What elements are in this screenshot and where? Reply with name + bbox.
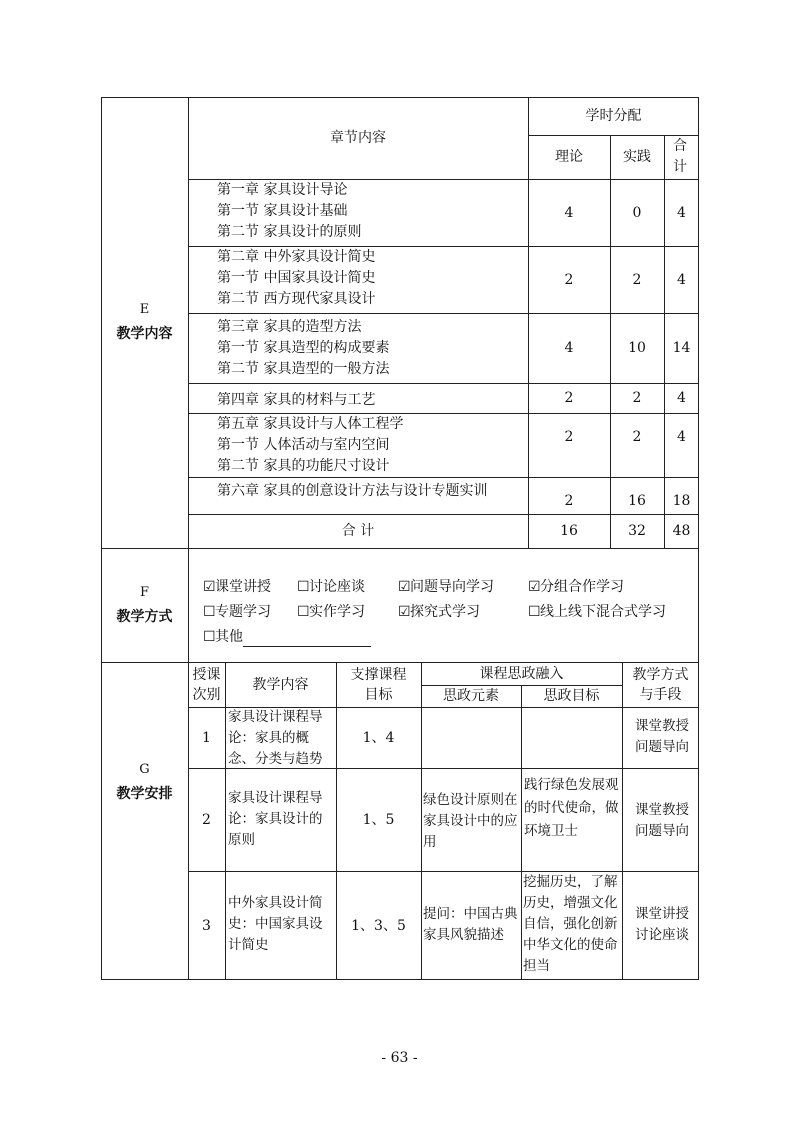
theory-hours: 2 xyxy=(564,492,574,509)
g-header-session xyxy=(188,662,225,707)
session-number: 3 xyxy=(202,917,211,934)
e-sum-total: 48 xyxy=(672,523,691,539)
method-label: 分组合作学习 xyxy=(540,579,624,595)
practice-hours: 10 xyxy=(628,340,646,356)
session-method: 课堂教授问题导向 xyxy=(635,718,689,755)
chapter-line: 第一节 家具造型的构成要素 xyxy=(217,340,390,356)
g-header-session-line: 次别 xyxy=(192,686,221,703)
checkbox-icon: ☐ xyxy=(297,604,310,620)
theory-hours: 2 xyxy=(564,390,574,406)
g-header-objective-line: 目标 xyxy=(364,686,393,703)
total-hours: 4 xyxy=(677,271,686,288)
chapter-line: 第五章 家具设计与人体工程学 xyxy=(217,416,404,432)
chapter-line: 第一节 人体活动与室内空间 xyxy=(217,437,390,453)
session-method: 课堂教授问题导向 xyxy=(635,802,689,839)
method-label: 专题学习 xyxy=(215,604,271,620)
g-header-method xyxy=(622,662,699,707)
section-f-letter: F xyxy=(139,585,150,600)
g-header-content: 教学内容 xyxy=(252,676,309,693)
section-f-name: 教学方式 xyxy=(116,609,173,625)
session-number: 1 xyxy=(202,729,211,746)
e-header-chapter: 章节内容 xyxy=(330,130,386,146)
chapter-line: 第二节 家具的功能尺寸设计 xyxy=(217,458,390,474)
practice-hours: 2 xyxy=(632,429,642,445)
section-g-label xyxy=(101,758,188,806)
e-row-line-5 xyxy=(188,477,699,478)
e-header-total: 合计 xyxy=(673,138,687,175)
practice-hours: 0 xyxy=(632,204,642,221)
g-header-method-line: 教学方式 xyxy=(632,666,689,683)
g-col-line-4 xyxy=(521,685,522,980)
session-method: 课堂讲授讨论座谈 xyxy=(635,906,689,943)
practice-hours: 2 xyxy=(632,271,642,288)
theory-hours: 4 xyxy=(564,204,574,221)
chapter-line: 第一节 中国家具设计简史 xyxy=(217,270,376,286)
section-e-letter: E xyxy=(139,302,150,317)
session-content: 家具设计课程导论：家具的概念、分类与趋势 xyxy=(228,709,323,767)
section-e-name: 教学内容 xyxy=(116,326,173,342)
theory-hours: 4 xyxy=(564,340,574,356)
g-header-objective xyxy=(336,662,421,707)
g-col-line-1 xyxy=(225,662,226,980)
section-g-letter: G xyxy=(139,762,150,777)
total-hours: 4 xyxy=(677,429,686,445)
chapter-line: 第一节 家具设计基础 xyxy=(217,203,348,219)
theory-hours: 2 xyxy=(564,271,574,288)
method-label: 实作学习 xyxy=(309,604,365,620)
method-checkbox[interactable] xyxy=(398,602,480,622)
checkbox-icon: ☑ xyxy=(398,579,411,595)
method-checkbox[interactable] xyxy=(528,577,624,597)
theory-hours: 2 xyxy=(564,429,574,445)
section-g-name: 教学安排 xyxy=(116,786,173,802)
section-e-label xyxy=(101,298,188,346)
section-f-label xyxy=(101,581,188,629)
other-blank-line[interactable] xyxy=(243,632,371,647)
total-hours: 4 xyxy=(677,204,686,221)
practice-hours: 16 xyxy=(628,492,646,509)
chapter-line: 第三章 家具的造型方法 xyxy=(217,319,362,335)
checkbox-icon: ☑ xyxy=(528,579,541,595)
g-col-line-3 xyxy=(421,662,422,980)
method-label: 探究式学习 xyxy=(410,604,480,620)
page-number: - 63 - xyxy=(381,1050,418,1066)
chapter-line: 第二章 中外家具设计简史 xyxy=(217,249,376,265)
e-header-theory: 理论 xyxy=(555,149,583,165)
e-sum-theory: 16 xyxy=(560,523,578,539)
chapter-line: 第二节 家具造型的一般方法 xyxy=(217,361,390,377)
method-label: 其他 xyxy=(215,629,243,645)
g-header-method-line: 与手段 xyxy=(639,686,682,703)
e-sum-label: 合 计 xyxy=(341,523,375,539)
checkbox-icon: ☐ xyxy=(528,604,541,620)
g-header-session-line: 授课 xyxy=(192,666,221,683)
e-header-practice: 实践 xyxy=(623,149,651,165)
session-content: 家具设计课程导论：家具设计的原则 xyxy=(228,790,323,848)
session-number: 2 xyxy=(202,811,211,828)
session-goal: 挖掘历史，了解历史，增强文化自信，强化创新中华文化的使命担当 xyxy=(523,874,618,974)
checkbox-icon: ☐ xyxy=(203,629,216,645)
checkbox-icon: ☑ xyxy=(203,579,216,595)
method-checkbox[interactable] xyxy=(203,602,271,622)
method-checkbox-other[interactable] xyxy=(203,627,371,647)
method-label: 线上线下混合式学习 xyxy=(540,604,666,620)
g-col-line-5 xyxy=(622,662,623,980)
total-hours: 4 xyxy=(677,390,686,406)
method-checkbox[interactable] xyxy=(203,577,271,597)
session-objective: 1、4 xyxy=(362,729,395,746)
method-checkbox[interactable] xyxy=(297,577,365,597)
chapter-line: 第二节 西方现代家具设计 xyxy=(217,291,376,307)
total-hours: 18 xyxy=(672,492,691,509)
chapter-line: 第四章 家具的材料与工艺 xyxy=(217,392,376,408)
g-header-goal: 思政目标 xyxy=(543,688,600,704)
session-objective: 1、5 xyxy=(362,811,395,828)
method-checkbox[interactable] xyxy=(398,577,494,597)
chapter-line: 第二节 家具设计的原则 xyxy=(217,224,362,240)
e-sum-practice: 32 xyxy=(628,523,646,539)
g-header-element: 思政元素 xyxy=(443,688,499,704)
divider-e-f xyxy=(101,548,699,549)
session-objective: 1、3、5 xyxy=(351,917,406,934)
total-hours: 14 xyxy=(672,340,691,356)
g-header-objective-line: 支撑课程 xyxy=(350,666,407,683)
method-label: 讨论座谈 xyxy=(309,579,365,595)
method-checkbox[interactable] xyxy=(297,602,365,622)
e-header-hours: 学时分配 xyxy=(585,108,642,124)
checkbox-icon: ☐ xyxy=(297,579,310,595)
chapter-line: 第六章 家具的创意设计方法与设计专题实训 xyxy=(217,483,488,499)
chapter-line: 第一章 家具设计导论 xyxy=(217,182,348,198)
session-content: 中外家具设计简史：中国家具设计简史 xyxy=(228,895,323,953)
checkbox-icon: ☐ xyxy=(203,604,216,620)
method-checkbox[interactable] xyxy=(528,602,666,622)
session-goal: 践行绿色发展观的时代使命，做环境卫士 xyxy=(524,777,619,839)
session-element: 绿色设计原则在家具设计中的应用 xyxy=(423,792,518,850)
session-element: 提问：中国古典家具风貌描述 xyxy=(423,906,518,943)
g-row-line-2 xyxy=(188,871,699,872)
checkbox-icon: ☑ xyxy=(398,604,411,620)
practice-hours: 2 xyxy=(632,390,642,406)
method-label: 课堂讲授 xyxy=(215,579,271,595)
method-label: 问题导向学习 xyxy=(410,579,494,595)
g-header-ideology: 课程思政融入 xyxy=(479,665,564,682)
